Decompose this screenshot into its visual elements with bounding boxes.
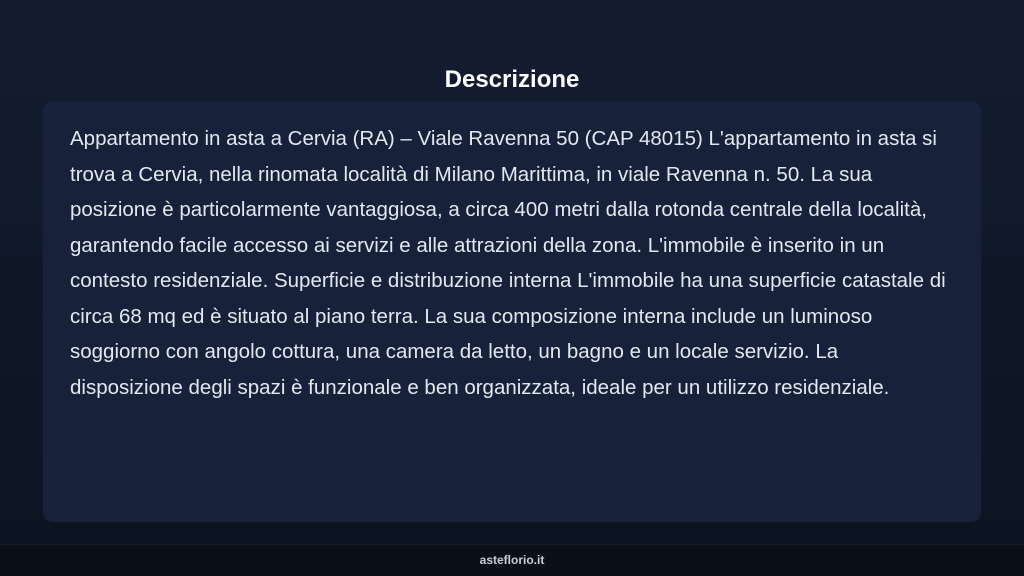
description-card xyxy=(43,101,981,522)
page-title: Descrizione xyxy=(444,66,580,94)
footer xyxy=(0,544,1024,576)
description-text: Appartamento in asta a Cervia (RA) – Viale Ravenna 50 (CAP 48015) L'appartamento in asta si trova a Cervia, nella rinomata località di Milano Marittima, in viale Ravenna n. 50. La sua posizione è particolarmente vantaggiosa, a circa 400 metri dalla rotonda centrale della località, garantendo facile accesso ai servizi e alle attrazioni della zona. L'immobile è inserito in un contesto residenziale. Superficie e distribuzione interna L'immobile ha una superficie catastale di circa 68 mq ed è situato al piano terra. La sua composizione interna include un luminoso soggiorno con angolo cottura, una camera da letto, un bagno e un locale servizio. La disposizione degli spazi è funzionale e ben organizzata, ideale per un utilizzo residenziale. xyxy=(70,127,946,399)
footer-site-label: asteflorio.it xyxy=(479,553,545,567)
